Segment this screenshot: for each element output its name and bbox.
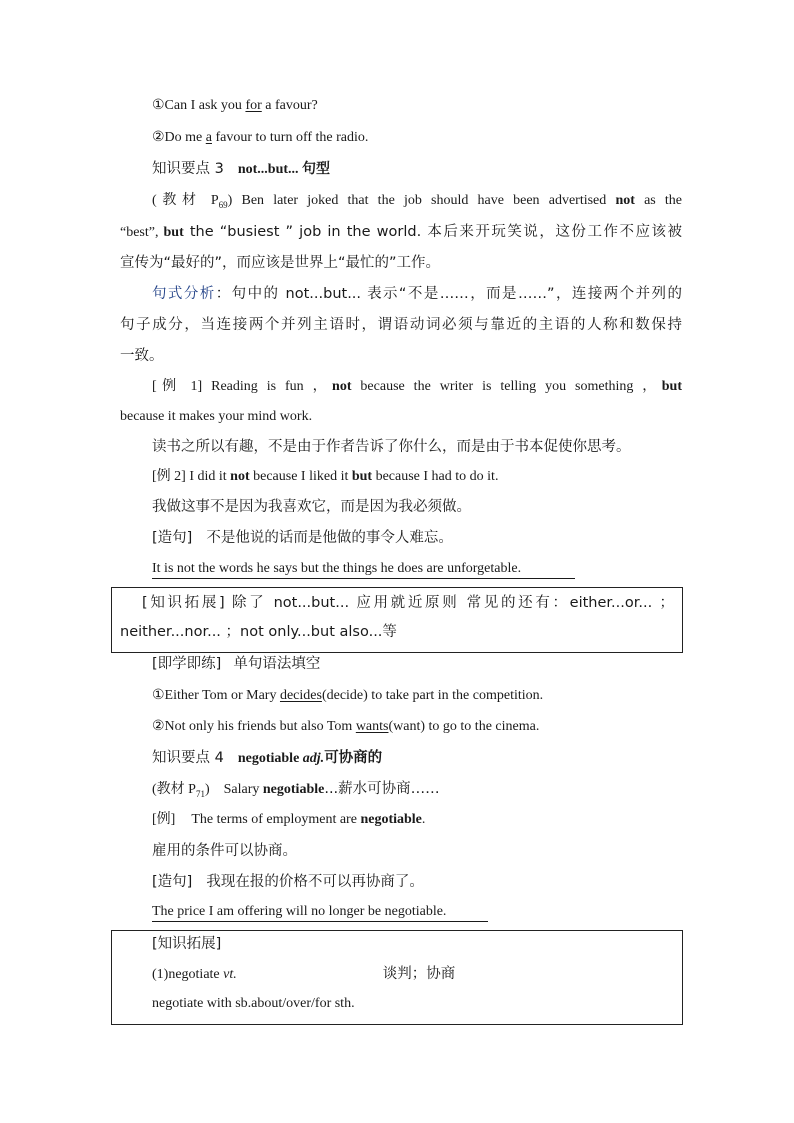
textbook-source-line-2: “best”, but the “busiest ” job in the world. 本后来开玩笑说，这份工作不应该被: [120, 224, 683, 240]
example-2-translation: 我做这事不是因为我喜欢它，而是因为我必须做。: [152, 499, 471, 515]
extension-2-line-2: negotiate with sb.about/over/for sth.: [152, 996, 355, 1011]
make-sentence-2-prompt: [造句] 我现在报的价格不可以再协商了。: [152, 874, 424, 890]
make-sentence-1-answer: It is not the words he says but the things he does are unforgetable.: [152, 558, 682, 580]
answer-decides: decides: [279, 688, 322, 703]
answer-for: for: [245, 98, 262, 113]
answer-wants: wants: [355, 719, 389, 734]
knowledge-point-3-heading: 知识要点 3 not...but... 句型: [152, 161, 331, 177]
example-3: [例] The terms of employment are negotiable.: [152, 812, 426, 827]
make-sentence-2-answer: The price I am offering will no longer be negotiable.: [152, 901, 682, 923]
make-sentence-1-prompt: [造句] 不是他说的话而是他做的事令人难忘。: [152, 530, 453, 546]
extension-2-line-1: (1)negotiate vt. 谈判；协商: [152, 966, 456, 982]
knowledge-extension-box-1: [111, 587, 683, 653]
textbook-source-p71: (教材 $P_{71}$) Salary negotiable...薪水可协商……: [152, 781, 440, 799]
extension-1-line-2: neither...nor... ；not only...but also...等: [120, 624, 397, 640]
answer-a: a: [205, 130, 212, 145]
exercise-line-1: ①Can I ask you for a favour?: [152, 98, 318, 113]
practice-item-1: ①Either Tom or Mary decides(decide) to take part in the competition.: [152, 688, 544, 703]
practice-heading: [即学即练] 单句语法填空: [152, 656, 321, 672]
analysis-line-1: 句式分析：句中的 not...but... 表示“不是……，而是……”，连接两个并列的: [152, 286, 682, 302]
example-2: [例 2] I did it not because I liked it but because I had to do it.: [152, 469, 499, 484]
example-1-line-2: because it makes your mind work.: [120, 409, 313, 424]
extension-2-heading: [知识拓展]: [152, 936, 222, 952]
example-1-line-1: [例 1] Reading is fun ，not because the writer is telling you something ，but: [152, 379, 682, 394]
example-1-translation: 读书之所以有趣，不是由于作者告诉了你什么，而是由于书本促使你思考。: [152, 439, 631, 455]
textbook-source-line-3: 宣传为“最好的”，而应该是世界上“最忙的”工作。: [120, 255, 441, 271]
knowledge-point-4-heading: 知识要点 4 negotiable adj.可协商的: [152, 750, 383, 766]
practice-item-2: ②Not only his friends but also Tom wants(want) to go to the cinema.: [152, 719, 540, 734]
example-3-translation: 雇用的条件可以协商。: [152, 843, 297, 859]
extension-1-line-1: [知识拓展] 除了 not...but... 应用就近原则 常见的还有：either...or... ；: [142, 595, 674, 611]
textbook-source-line-1: (教材 $P_{69}$) Ben later joked that the job should have been advertised not as the: [152, 193, 682, 210]
analysis-line-3: 一致。: [120, 348, 164, 364]
knowledge-extension-box-2: [111, 930, 683, 1025]
analysis-line-2: 句子成分，当连接两个并列主语时，谓语动词必须与靠近的主语的人称和数保持: [120, 317, 682, 333]
exercise-line-2: ②Do me a favour to turn off the radio.: [152, 130, 369, 145]
